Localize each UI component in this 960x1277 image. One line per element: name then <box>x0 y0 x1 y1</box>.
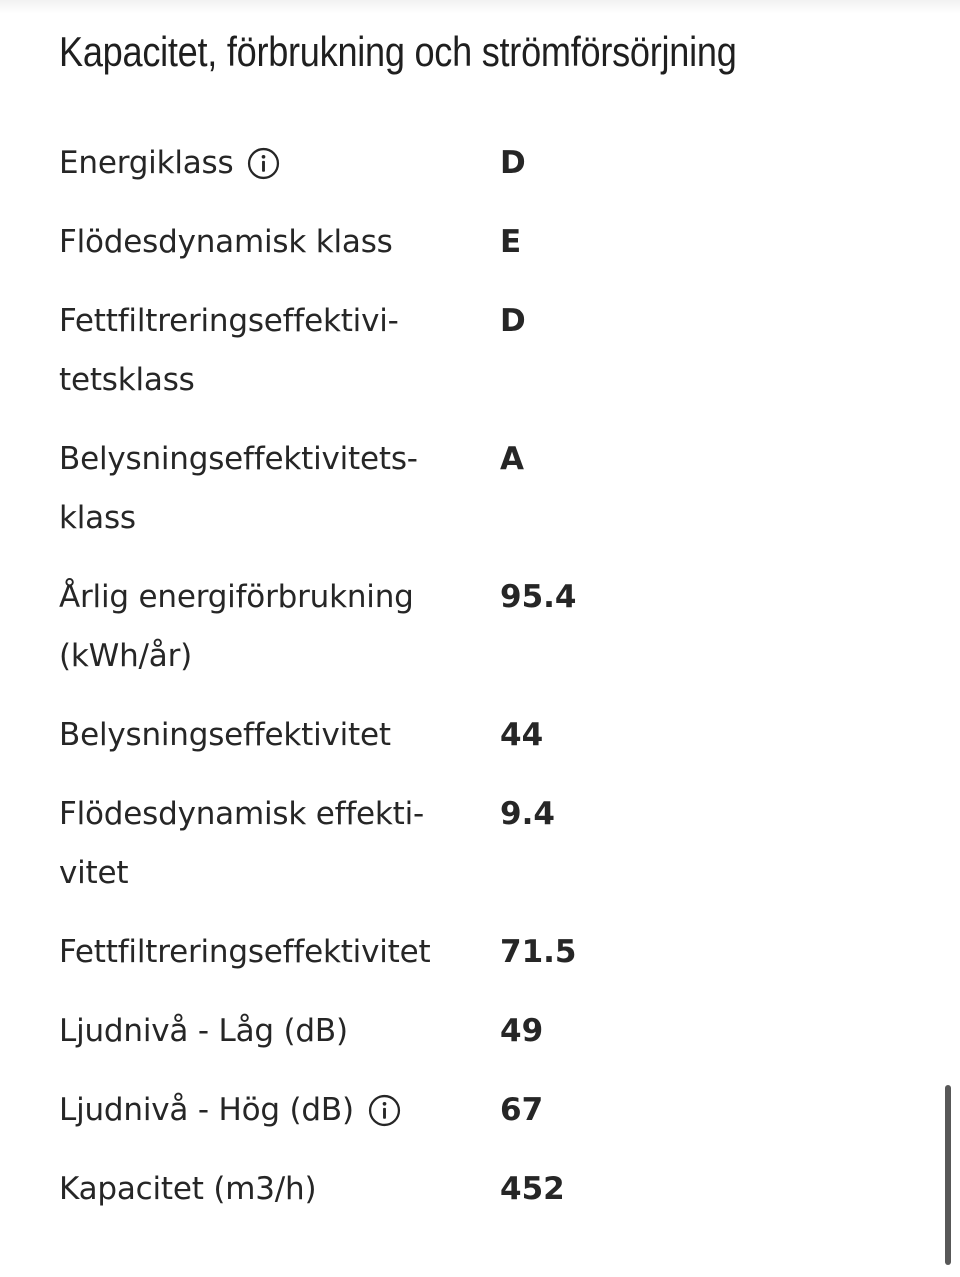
spec-label <box>59 292 500 410</box>
spec-value: 452 <box>500 1171 565 1207</box>
spec-row <box>59 923 919 982</box>
spec-row <box>59 213 919 272</box>
info-icon[interactable] <box>368 1094 401 1127</box>
spec-row <box>59 568 919 686</box>
spec-label-text: Ljudnivå - Hög (dB) <box>59 1092 354 1128</box>
spec-row <box>59 706 919 765</box>
spec-row <box>59 1160 919 1219</box>
section-title: Kapacitet, förbrukning och strömförsörjning <box>59 28 737 75</box>
spec-row <box>59 785 919 903</box>
spec-label <box>59 706 500 765</box>
spec-label-text: Belysningseffektivitets- klass <box>59 441 418 536</box>
spec-label-text: Flödesdynamisk klass <box>59 224 393 260</box>
spec-value: 49 <box>500 1013 544 1049</box>
spec-value: A <box>500 441 524 477</box>
spec-value: 71.5 <box>500 934 577 970</box>
info-icon[interactable] <box>247 147 280 180</box>
spec-label <box>59 1081 500 1140</box>
scrollbar[interactable] <box>945 1085 951 1265</box>
spec-value: D <box>500 145 526 181</box>
spec-label-text: Fettfiltreringseffektivi- tetsklass <box>59 303 399 398</box>
spec-row <box>59 1002 919 1061</box>
spec-value: 67 <box>500 1092 544 1128</box>
spec-label-text: Kapacitet (m3/h) <box>59 1171 317 1207</box>
spec-label <box>59 923 500 982</box>
spec-label <box>59 430 500 548</box>
spec-label-text: Ljudnivå - Låg (dB) <box>59 1013 348 1049</box>
spec-row <box>59 134 919 193</box>
spec-label-text: Energiklass <box>59 145 234 181</box>
spec-list <box>59 134 919 1239</box>
spec-value: E <box>500 224 522 260</box>
spec-label-text: Flödesdynamisk effekti- vitet <box>59 796 425 891</box>
spec-value: 95.4 <box>500 579 577 615</box>
spec-label-text: Fettfiltreringseffektivitet <box>59 934 431 970</box>
spec-label-text: Belysningseffektivitet <box>59 717 391 753</box>
spec-label-text: Årlig energiförbrukning (kWh/år) <box>59 579 414 674</box>
spec-row <box>59 430 919 548</box>
top-divider-shadow <box>0 0 960 14</box>
spec-label <box>59 213 500 272</box>
spec-value: 9.4 <box>500 796 555 832</box>
spec-label <box>59 134 500 193</box>
spec-label <box>59 1002 500 1061</box>
spec-row <box>59 292 919 410</box>
spec-label <box>59 785 500 903</box>
spec-value: D <box>500 303 526 339</box>
spec-value: 44 <box>500 717 544 753</box>
spec-label <box>59 1160 500 1219</box>
spec-row <box>59 1081 919 1140</box>
spec-label <box>59 568 500 686</box>
